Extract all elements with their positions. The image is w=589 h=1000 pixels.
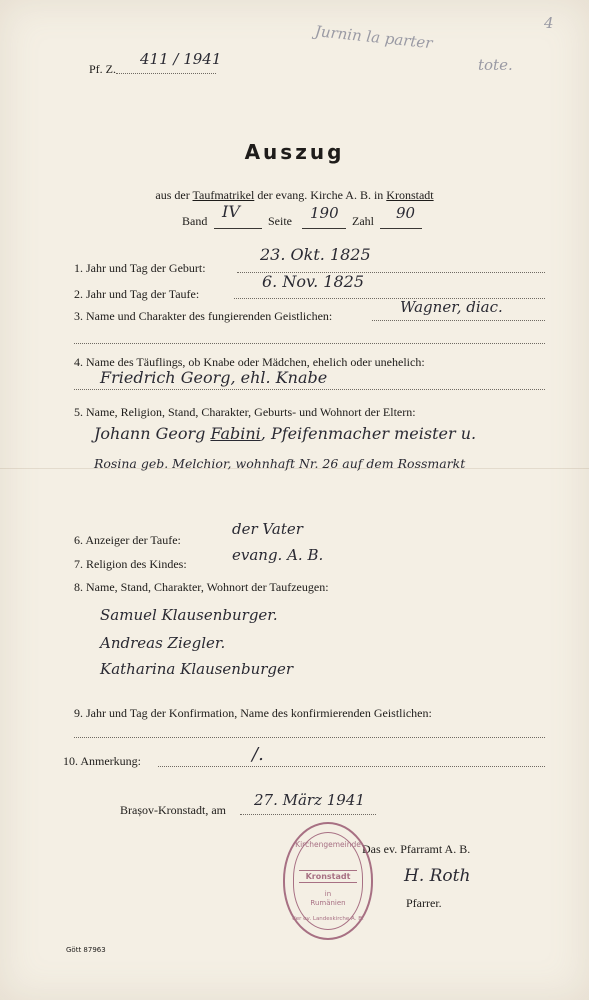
godparent-1: Samuel Klausenburger. [100, 606, 278, 624]
register-prefix: aus der [155, 188, 190, 202]
surname-fabini: Fabini [210, 424, 261, 443]
informant-label: 6. Anzeiger der Taufe: [74, 533, 181, 547]
confirmation-line [74, 737, 545, 738]
pfz-value: 411 / 1941 [140, 50, 222, 68]
remark-label: 10. Anmerkung: [63, 754, 141, 768]
remark-line [158, 766, 545, 767]
pfz-line [116, 73, 216, 74]
pencil-note-1: Jurnin la parter [314, 22, 434, 53]
stamp-rumaenien: Rumänien [310, 899, 346, 907]
stamp-top-text: Kirchengemeinde [295, 840, 361, 849]
religion-label: 7. Religion des Kindes: [74, 557, 187, 571]
place-label: Brașov-Kronstadt, am [120, 803, 226, 817]
register-kronstadt: Kronstadt [386, 188, 434, 202]
document-title: Auszug [244, 140, 345, 164]
date-line [240, 814, 376, 815]
office-label: Das ev. Pfarramt A. B. [362, 842, 471, 856]
godparents-label: 8. Name, Stand, Charakter, Wohnort der Taufzeugen: [74, 580, 329, 594]
religion-value: evang. A. B. [232, 546, 324, 564]
father-name: Johann Georg [94, 424, 206, 443]
godparent-2: Andreas Ziegler. [100, 634, 226, 652]
child-label: 4. Name des Täuflings, ob Knabe oder Mädchen, ehelich oder unehelich: [74, 355, 425, 369]
clergy-label: 3. Name und Charakter des fungierenden Geistlichen: [74, 309, 333, 323]
father-occupation: , Pfeifenmacher meister u. [260, 424, 477, 443]
parents-label: 5. Name, Religion, Stand, Charakter, Geburts- und Wohnort der Eltern: [74, 405, 416, 419]
remark-value: /. [252, 744, 264, 765]
print-code: Gött 87963 [66, 946, 106, 954]
register-taufmatrikel: Taufmatrikel [192, 188, 255, 202]
child-line [74, 389, 545, 390]
pastor-signature: H. Roth [404, 866, 471, 886]
register-middle: der evang. Kirche A. B. in [257, 188, 384, 202]
birth-label: 1. Jahr und Tag der Geburt: [74, 261, 206, 275]
band-value: IV [222, 202, 240, 221]
band-label: Band [182, 214, 208, 228]
informant-value: der Vater [232, 520, 303, 538]
baptism-value: 6. Nov. 1825 [262, 272, 365, 291]
godparent-3: Katharina Klausenburger [100, 660, 294, 678]
band-line [214, 228, 262, 229]
birth-value: 23. Okt. 1825 [260, 245, 371, 264]
stamp-bottom-text: der ev. Landeskirche A. B. [292, 916, 364, 922]
register-line [0, 188, 589, 203]
zahl-line [380, 228, 422, 229]
pencil-note-2: tote. [478, 56, 513, 74]
pfz-label: Pf. Z. [89, 62, 116, 76]
stamp-city: Kronstadt [299, 870, 357, 883]
child-value: Friedrich Georg, ehl. Knabe [100, 368, 328, 387]
date-value: 27. März 1941 [254, 791, 365, 809]
seite-value: 190 [310, 204, 339, 222]
baptism-label: 2. Jahr und Tag der Taufe: [74, 287, 200, 301]
seite-line [302, 228, 346, 229]
zahl-value: 90 [396, 204, 416, 222]
clergy-line-2 [74, 343, 545, 344]
corner-number: 4 [544, 14, 554, 32]
seite-label: Seite [268, 214, 292, 228]
stamp-country [285, 890, 371, 908]
parents-value-line-2: Rosina geb. Melchior, wohnhaft Nr. 26 auf dem Rossmarkt [94, 456, 466, 471]
stamp-in: in [324, 890, 332, 898]
clergy-line [372, 320, 545, 321]
church-stamp [283, 822, 373, 940]
clergy-value: Wagner, diac. [400, 298, 503, 316]
zahl-label: Zahl [352, 214, 374, 228]
pastor-role: Pfarrer. [406, 896, 442, 910]
parents-value-line-1 [94, 424, 476, 443]
confirmation-label: 9. Jahr und Tag der Konfirmation, Name des konfirmierenden Geistlichen: [74, 706, 432, 720]
